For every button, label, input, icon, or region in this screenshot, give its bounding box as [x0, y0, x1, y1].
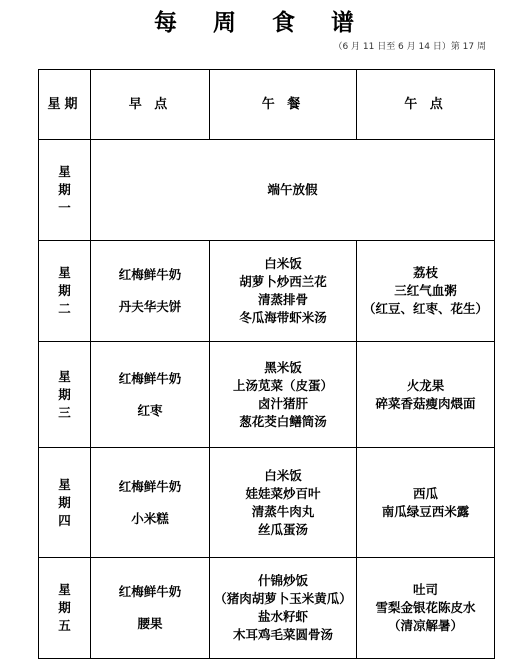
day-char: 星 — [58, 265, 71, 280]
menu-item: 白米饭 — [264, 467, 302, 483]
day-char: 四 — [58, 512, 71, 528]
menu-item: 吐司 — [412, 582, 438, 597]
menu-item: 上汤苋菜（皮蛋） — [232, 377, 333, 393]
menu-item: 碎菜香菇瘦肉煨面 — [375, 395, 476, 411]
day-char: 五 — [58, 618, 71, 633]
menu-item: 什锦炒饭 — [257, 573, 308, 588]
snack-cell — [357, 342, 495, 448]
menu-item: 红枣 — [137, 402, 163, 418]
header-lunch: 午 餐 — [210, 70, 357, 140]
snack-cell — [357, 448, 495, 558]
table-row — [39, 342, 495, 448]
menu-item: 火龙果 — [406, 377, 445, 393]
day-char: 期 — [58, 600, 71, 615]
header-row — [39, 70, 495, 140]
snack-cell — [357, 241, 495, 342]
table-row — [39, 558, 495, 659]
lunch-cell — [210, 448, 357, 558]
menu-item: 西瓜 — [412, 485, 438, 501]
menu-item: 木耳鸡毛菜圆骨汤 — [232, 627, 333, 642]
day-char: 星 — [58, 476, 71, 492]
day-char: 期 — [58, 182, 71, 197]
snack-cell — [357, 558, 495, 659]
menu-item: 葱花茭白鳝筒汤 — [239, 413, 327, 429]
menu-item: 腰果 — [137, 616, 163, 631]
table-row — [39, 140, 495, 241]
day-char: 二 — [58, 301, 71, 316]
day-char: 三 — [58, 404, 71, 420]
menu-item: 红梅鲜牛奶 — [118, 267, 182, 282]
holiday-label: 端午放假 — [267, 182, 318, 197]
lunch-cell — [210, 342, 357, 448]
menu-item: 白米饭 — [264, 256, 302, 271]
day-char: 星 — [58, 164, 71, 179]
header-breakfast: 早 点 — [91, 70, 210, 140]
header-day: 星期 — [39, 70, 91, 140]
menu-item: 小米糕 — [131, 510, 169, 526]
breakfast-cell — [91, 342, 210, 448]
menu-item: 娃娃菜炒百叶 — [245, 485, 321, 501]
menu-item: 卤汁猪肝 — [257, 395, 308, 411]
menu-item: 冬瓜海带虾米汤 — [239, 310, 327, 325]
holiday-cell — [91, 140, 495, 241]
menu-item: 丹夫华夫饼 — [118, 299, 182, 314]
page-title: 每 周 食 谱 — [153, 9, 369, 36]
week-range: （6 月 11 日至 6 月 14 日）第 17 周 — [333, 42, 486, 52]
day-char: 期 — [58, 283, 71, 298]
day-char: 期 — [58, 386, 71, 402]
header-snack: 午 点 — [357, 70, 495, 140]
breakfast-cell — [91, 558, 210, 659]
day-char: 一 — [58, 200, 71, 215]
menu-item: 清蒸排骨 — [257, 292, 308, 307]
menu-item: （红豆、红枣、花生） — [362, 301, 488, 316]
menu-item: 红梅鲜牛奶 — [118, 584, 182, 599]
menu-item: 南瓜绿豆西米露 — [381, 503, 470, 519]
menu-item: 雪梨金银花陈皮水 — [375, 600, 476, 615]
day-cell — [39, 448, 91, 558]
menu-item: （清凉解暑） — [387, 618, 463, 633]
lunch-cell — [210, 558, 357, 659]
table-row — [39, 241, 495, 342]
menu-item: 荔枝 — [412, 265, 438, 280]
table-row — [39, 448, 495, 558]
day-cell — [39, 140, 91, 241]
breakfast-cell — [91, 241, 210, 342]
menu-item: 三红气血粥 — [394, 283, 457, 298]
menu-item: 胡萝卜炒西兰花 — [239, 274, 327, 289]
day-char: 期 — [58, 494, 71, 510]
menu-item: 红梅鲜牛奶 — [118, 370, 182, 386]
day-cell — [39, 342, 91, 448]
menu-item: 丝瓜蛋汤 — [257, 521, 308, 537]
lunch-cell — [210, 241, 357, 342]
menu-item: 清蒸牛肉丸 — [251, 503, 315, 519]
day-cell — [39, 241, 91, 342]
weekly-menu-table — [38, 69, 495, 659]
day-cell — [39, 558, 91, 659]
menu-item: 黑米饭 — [264, 359, 302, 375]
menu-item: （猪肉胡萝卜玉米黄瓜） — [214, 591, 352, 606]
menu-item: 红梅鲜牛奶 — [118, 478, 182, 494]
day-char: 星 — [58, 368, 71, 384]
menu-item: 盐水籽虾 — [257, 609, 308, 624]
breakfast-cell — [91, 448, 210, 558]
day-char: 星 — [58, 582, 71, 597]
